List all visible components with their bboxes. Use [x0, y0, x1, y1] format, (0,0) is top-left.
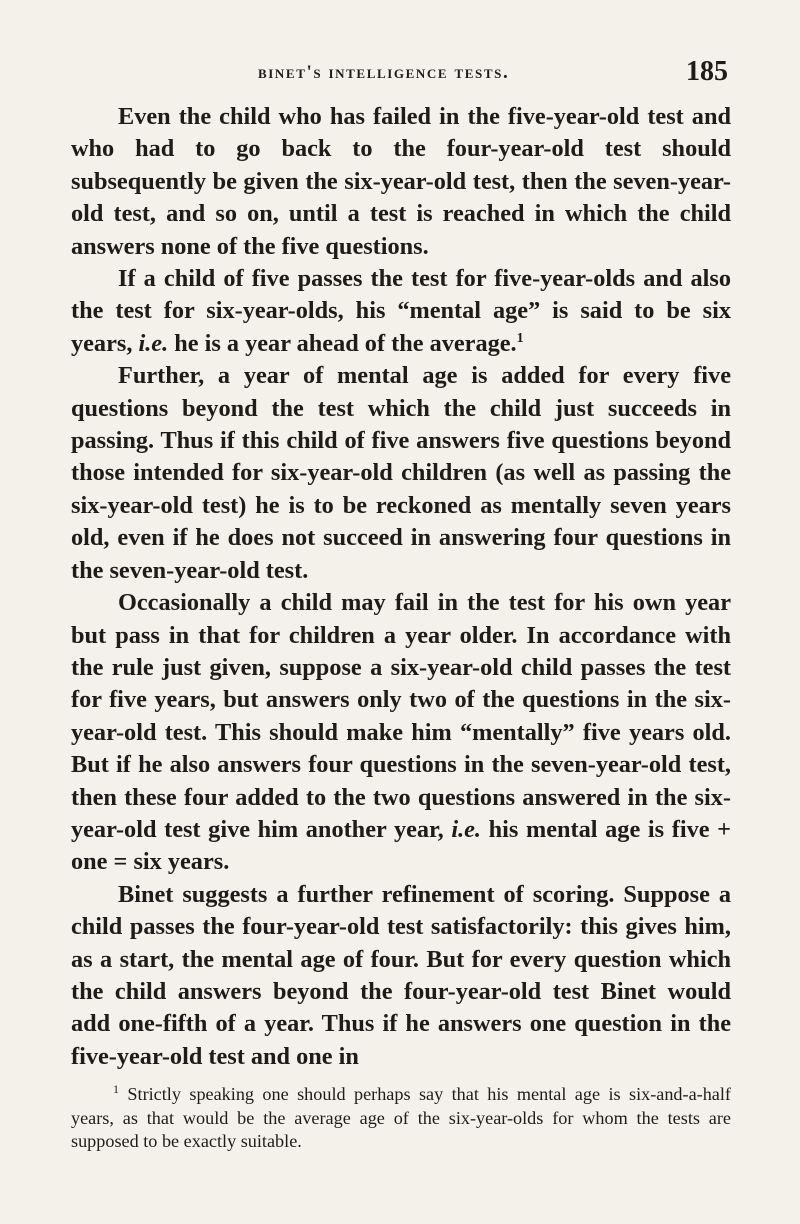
italic-abbreviation: i.e.: [451, 815, 481, 843]
footnote-reference: 1: [516, 330, 524, 346]
paragraph-text: Even the child who has failed in the five-year-old test and who had to go back to the four-year-old test should subsequently be given the six-year-old test, then the seven-year-old test, and so on, until a test is reached in which the child answers none of the five questions.: [71, 103, 731, 260]
footnote-marker: 1: [113, 1082, 119, 1096]
paragraph-5: [71, 879, 731, 1073]
paragraph-text: Occasionally a child may fail in the test for his own year but pass in that for children a year older. In accordance with the rule just given, suppose a six-year-old child passes the test for five years, but answers only two of the questions in the six-year-old test. This should make him “mentally” five years old. But if he also answers four questions in the seven-year-old test, then these four added to the two questions answered in the six-year-old test give him another year,: [71, 589, 731, 843]
body-text: [71, 101, 731, 1073]
paragraph-text: If a child of five passes the test for five-year-olds and also the test for six-year-olds, his “mental age” is said to be six years,: [71, 265, 731, 357]
running-header: [258, 56, 728, 96]
paragraph-4: [71, 587, 731, 879]
paragraph-2: [71, 263, 731, 360]
paragraph-text: he is a year ahead of the average.: [168, 329, 517, 357]
footnote-text: Strictly speaking one should perhaps say that his mental age is six-and-a-half years, as that would be the average age of the six-year-olds for whom the tests are supposed to be exactly suitable.: [71, 1084, 731, 1151]
italic-abbreviation: i.e.: [138, 329, 169, 357]
running-title: binet's intelligence tests.: [258, 62, 510, 83]
paragraph-text: Binet suggests a further refinement of scoring. Suppose a child passes the four-year-old test satisfactorily: this gives him, as a start, the mental age of four. But for every question which the child answers beyond the four-year-old test Binet would add one-fifth of a year. Thus if he answers one question in the five-year-old test and one in: [71, 880, 731, 1070]
footnote: [71, 1083, 731, 1154]
paragraph-text: his mental age is five + one = six years.: [71, 815, 731, 876]
paragraph-text: Further, a year of mental age is added for every five questions beyond the test which the child just succeeds in passing. Thus if this child of five answers five questions beyond those intended for six-year-old children (as well as passing the six-year-old test) he is to be reckoned as mentally seven years old, even if he does not succeed in answering four questions in the seven-year-old test.: [71, 362, 731, 584]
page-number: 185: [686, 56, 728, 87]
paragraph-3: [71, 360, 731, 587]
paragraph-1: [71, 101, 731, 263]
